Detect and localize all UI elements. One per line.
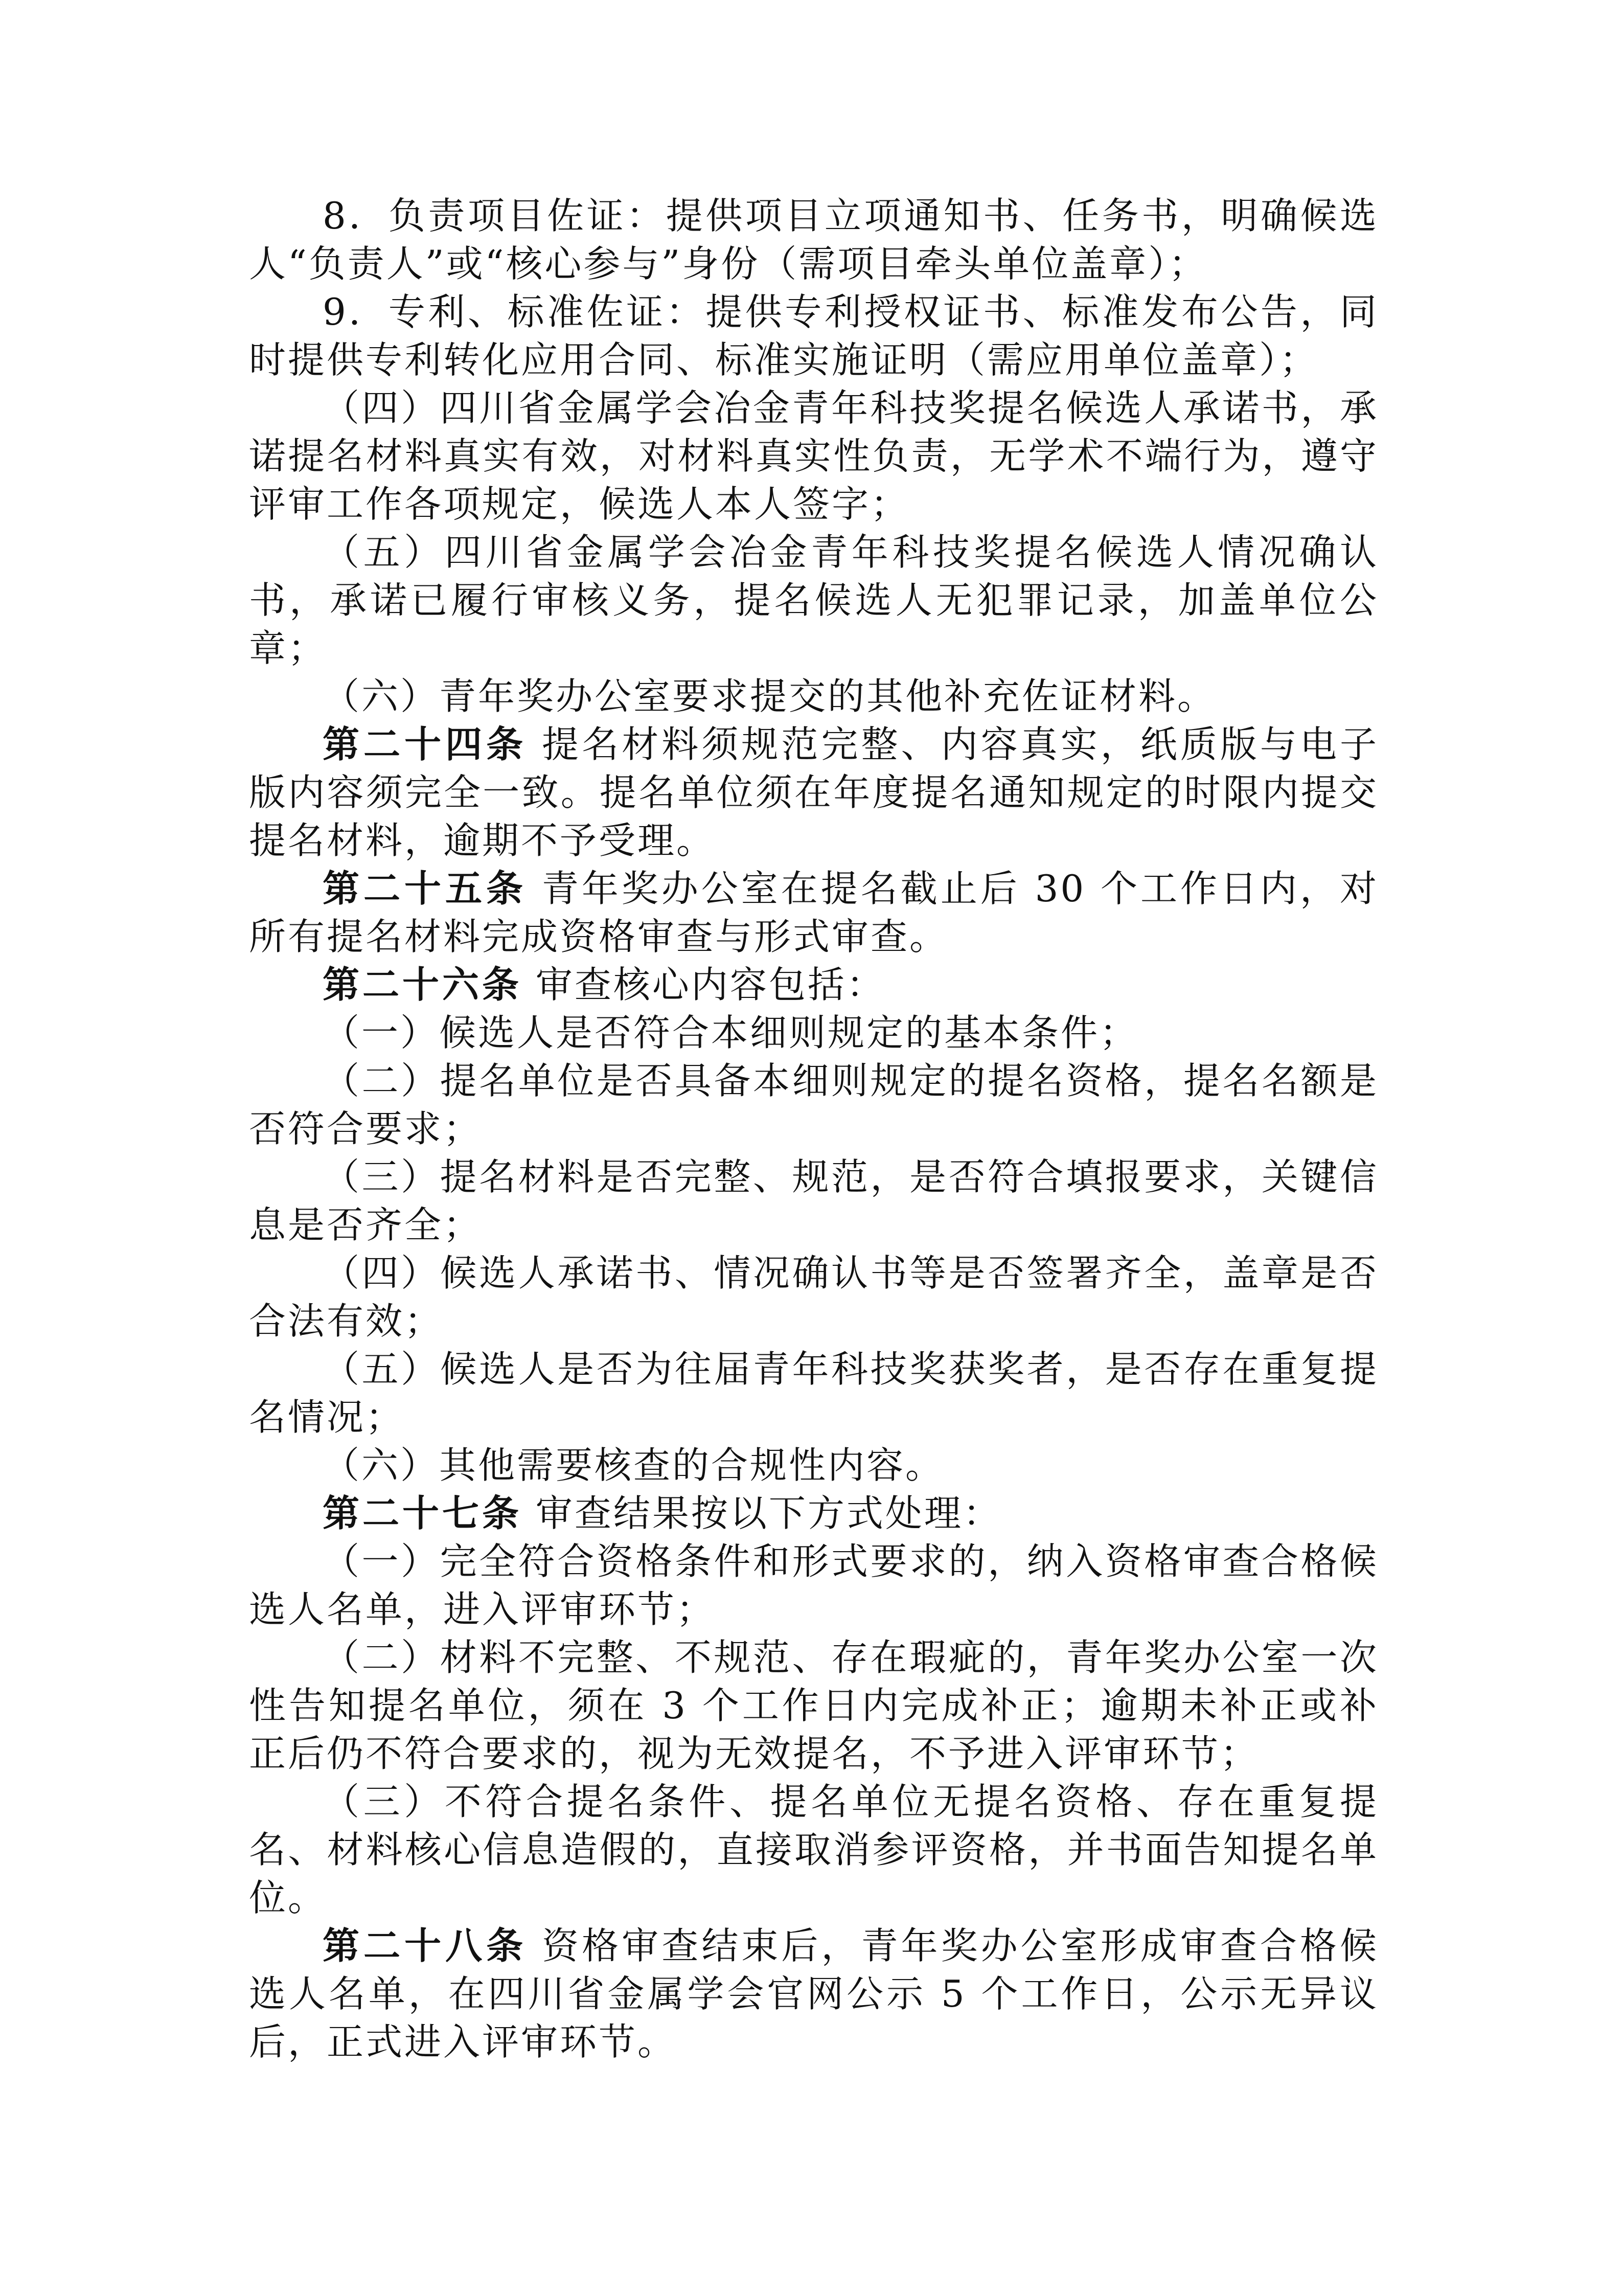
- paragraph: [249, 1345, 1379, 1441]
- paragraph-text: 审查核心内容包括：: [522, 963, 885, 1006]
- article-heading: 第二十七条: [323, 1492, 522, 1535]
- paragraph: [249, 1009, 1379, 1057]
- paragraph-text: （五）候选人是否为往届青年科技奖获奖者，是否存在重复提名情况；: [249, 1348, 1379, 1439]
- paragraph-text: （一）完全符合资格条件和形式要求的，纳入资格审查合格候选人名单，进入评审环节；: [249, 1540, 1379, 1631]
- paragraph: [249, 720, 1379, 865]
- paragraph: [249, 1633, 1379, 1778]
- paragraph-text: 资格审查结束后，青年奖办公室形成审查合格候选人名单，在四川省金属学会官网公示 5 个工作日，公示无异议后，正式进入评审环节。: [249, 1924, 1379, 2063]
- paragraph: [249, 961, 1379, 1009]
- paragraph: [249, 1537, 1379, 1633]
- paragraph: [249, 384, 1379, 528]
- paragraph-text: 9．专利、标准佐证：提供专利授权证书、标准发布公告，同时提供专利转化应用合同、标准实施证明（需应用单位盖章）；: [249, 290, 1379, 381]
- paragraph: [249, 528, 1379, 672]
- article-heading: 第二十八条: [323, 1924, 528, 1967]
- article-heading: 第二十四条: [323, 723, 528, 766]
- paragraph: [249, 1153, 1379, 1249]
- paragraph-text: （六）青年奖办公室要求提交的其他补充佐证材料。: [323, 675, 1217, 718]
- paragraph-text: （三）不符合提名条件、提名单位无提名资格、存在重复提名、材料核心信息造假的，直接取消参评资格，并书面告知提名单位。: [249, 1780, 1379, 1919]
- document-body: [249, 192, 1379, 2066]
- paragraph-text: 提名材料须规范完整、内容真实，纸质版与电子版内容须完全一致。提名单位须在年度提名通知规定的时限内提交提名材料，逾期不予受理。: [249, 723, 1379, 862]
- paragraph: [249, 192, 1379, 288]
- paragraph-text: 8．负责项目佐证：提供项目立项通知书、任务书，明确候选人“负责人”或“核心参与”身份（需项目牵头单位盖章）；: [249, 194, 1379, 285]
- paragraph-text: （五）四川省金属学会冶金青年科技奖提名候选人情况确认书，承诺已履行审核义务，提名候选人无犯罪记录，加盖单位公章；: [249, 531, 1379, 670]
- paragraph: [249, 1057, 1379, 1153]
- paragraph: [249, 672, 1379, 720]
- paragraph: [249, 865, 1379, 961]
- paragraph-text: （一）候选人是否符合本细则规定的基本条件；: [323, 1011, 1139, 1054]
- paragraph: [249, 1441, 1379, 1489]
- paragraph-text: （二）材料不完整、不规范、存在瑕疵的，青年奖办公室一次性告知提名单位，须在 3 个工作日内完成补正；逾期未补正或补正后仍不符合要求的，视为无效提名，不予进入评审环节；: [249, 1636, 1379, 1775]
- paragraph-text: （二）提名单位是否具备本细则规定的提名资格，提名名额是否符合要求；: [249, 1059, 1379, 1150]
- paragraph: [249, 288, 1379, 384]
- paragraph: [249, 1249, 1379, 1345]
- article-heading: 第二十五条: [323, 867, 527, 910]
- paragraph: [249, 1778, 1379, 1922]
- paragraph-text: 青年奖办公室在提名截止后 30 个工作日内，对所有提名材料完成资格审查与形式审查。: [249, 867, 1379, 958]
- paragraph: [249, 1922, 1379, 2066]
- paragraph-text: （三）提名材料是否完整、规范，是否符合填报要求，关键信息是否齐全；: [249, 1155, 1379, 1246]
- paragraph-text: （四）候选人承诺书、情况确认书等是否签署齐全，盖章是否合法有效；: [249, 1252, 1379, 1343]
- paragraph-text: （四）四川省金属学会冶金青年科技奖提名候选人承诺书，承诺提名材料真实有效，对材料真实性负责，无学术不端行为，遵守评审工作各项规定，候选人本人签字；: [249, 387, 1379, 526]
- paragraph: [249, 1489, 1379, 1537]
- paragraph-text: 审查结果按以下方式处理：: [522, 1492, 1002, 1535]
- paragraph-text: （六）其他需要核查的合规性内容。: [323, 1444, 945, 1487]
- article-heading: 第二十六条: [323, 963, 522, 1006]
